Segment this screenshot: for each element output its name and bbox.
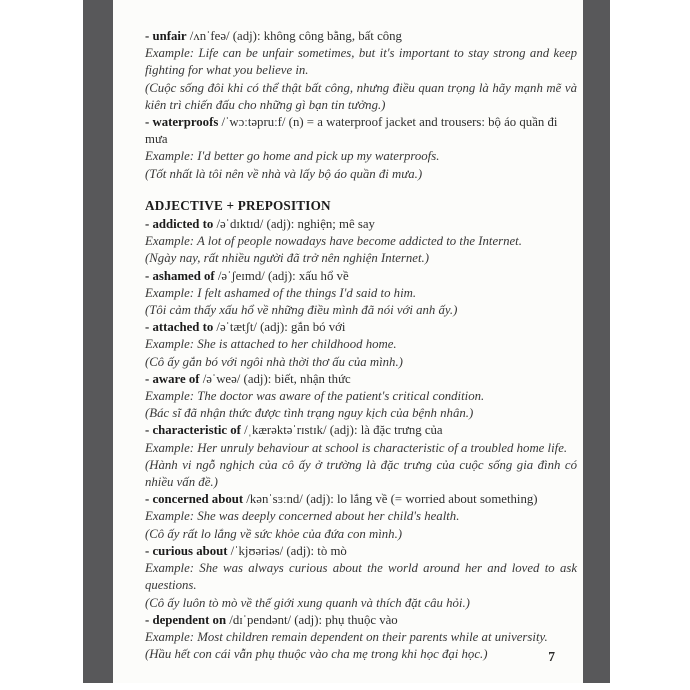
entry-details: /dɪˈpendənt/ (adj): phụ thuộc vào bbox=[226, 612, 398, 627]
entry-details: /kənˈsɜːnd/ (adj): lo lắng về (= worried about something) bbox=[243, 492, 538, 507]
page-number: 7 bbox=[548, 649, 555, 664]
entry-term: - aware of bbox=[145, 371, 200, 386]
entry-translation: (Ngày nay, rất nhiều người đã trở nên nghiện Internet.) bbox=[145, 251, 429, 266]
entry-term: - unfair bbox=[145, 29, 187, 43]
entry-headword-line bbox=[145, 371, 577, 388]
entry-translation: (Hành vi ngỗ nghịch của cô ấy ở trường là đặc trưng của cuộc sống gia đình có nhiều vấn đề.) bbox=[145, 457, 577, 490]
entry-example: Example: I felt ashamed of the things I'd said to him. bbox=[145, 285, 417, 300]
entry-example: Example: Her unruly behaviour at school is characteristic of a troubled home life. bbox=[145, 440, 568, 455]
entry-headword-line bbox=[145, 422, 577, 439]
vocab-entry-unfair bbox=[145, 28, 577, 114]
right-page-edge bbox=[583, 0, 610, 683]
entry-headword-line bbox=[145, 612, 577, 629]
entry-headword-line bbox=[145, 319, 577, 336]
entry-example: Example: A lot of people nowadays have become addicted to the Internet. bbox=[145, 234, 522, 249]
entry-translation: (Cô ấy rất lo lắng về sức khỏe của đứa con mình.) bbox=[145, 526, 403, 541]
entry-headword-line bbox=[145, 28, 577, 45]
entry-details: /ʌnˈfeə/ (adj): không công bằng, bất công bbox=[186, 29, 402, 43]
entry-example: Example: She is attached to her childhood home. bbox=[145, 337, 397, 352]
entry-details: /əˈʃeɪmd/ (adj): xấu hổ về bbox=[214, 268, 349, 283]
entry-example: Example: Most children remain dependent on their parents while at university. bbox=[145, 629, 548, 644]
entry-details: /əˈdɪktɪd/ (adj): nghiện; mê say bbox=[213, 217, 375, 232]
entry-translation: (Tôi cảm thấy xấu hổ về những điều mình đã nói với anh ấy.) bbox=[145, 303, 458, 318]
vocab-entry-curious-about bbox=[145, 543, 577, 612]
page-content bbox=[145, 28, 577, 663]
entry-term: - concerned about bbox=[145, 492, 244, 507]
vocab-entry-aware-of bbox=[145, 371, 577, 423]
entry-details: /ˌkærəktəˈrɪstɪk/ (adj): là đặc trưng của bbox=[240, 423, 443, 438]
entry-translation: (Hầu hết con cái vẫn phụ thuộc vào cha mẹ trong khi học đại học.) bbox=[145, 647, 488, 662]
entry-translation: (Cô ấy luôn tò mò về thế giới xung quanh và thích đặt câu hỏi.) bbox=[145, 595, 470, 610]
entry-example: Example: The doctor was aware of the patient's critical condition. bbox=[145, 389, 485, 404]
entry-term: - dependent on bbox=[145, 612, 227, 627]
vocab-entry-attached-to bbox=[145, 319, 577, 371]
entry-headword-line bbox=[145, 543, 577, 560]
entry-translation: (Tốt nhất là tôi nên về nhà và lấy bộ áo quần đi mưa.) bbox=[145, 166, 423, 181]
vocab-entry-waterproofs bbox=[145, 114, 577, 183]
entry-term: - addicted to bbox=[145, 217, 214, 232]
entry-translation: (Bác sĩ đã nhận thức được tình trạng nguy kịch của bệnh nhân.) bbox=[145, 406, 474, 421]
entry-details: /ˈwɔːtəpruːf/ (n) = a waterproof jacket and trousers: bộ áo quần đi mưa bbox=[145, 115, 558, 147]
entry-term: - curious about bbox=[145, 543, 228, 558]
entry-term: - attached to bbox=[145, 320, 214, 335]
entry-example: Example: She was deeply concerned about her child's health. bbox=[145, 509, 460, 524]
section-heading: ADJECTIVE + PREPOSITION bbox=[145, 197, 331, 213]
entry-translation: (Cuộc sống đôi khi có thể thật bất công, nhưng điều quan trọng là hãy mạnh mẽ và kiên trì chiến đấu cho những gì bạn tin tưởng.) bbox=[145, 80, 577, 112]
vocab-entry-dependent-on bbox=[145, 612, 577, 664]
entry-headword-line bbox=[145, 114, 577, 148]
vocab-entry-ashamed-of bbox=[145, 268, 577, 320]
entry-translation: (Cô ấy gắn bó với ngôi nhà thời thơ ấu của mình.) bbox=[145, 354, 403, 369]
vocab-entry-characteristic-of bbox=[145, 422, 577, 491]
vocab-entry-concerned-about bbox=[145, 491, 577, 543]
entry-term: - characteristic of bbox=[145, 423, 241, 438]
document-page bbox=[113, 0, 583, 683]
entry-example: Example: She was always curious about the world around her and loved to ask questions. bbox=[145, 561, 577, 593]
entry-headword-line bbox=[145, 216, 577, 233]
entry-details: /əˈweə/ (adj): biết, nhận thức bbox=[199, 371, 351, 386]
vocab-entry-addicted-to bbox=[145, 216, 577, 268]
entry-details: /ˈkjʊəriəs/ (adj): tò mò bbox=[227, 543, 347, 558]
entry-example: Example: Life can be unfair sometimes, but it's important to stay strong and keep fighting for what you believe in. bbox=[145, 46, 577, 78]
entry-headword-line bbox=[145, 491, 577, 508]
entry-example: Example: I'd better go home and pick up my waterproofs. bbox=[145, 149, 440, 164]
entry-term: - waterproofs bbox=[145, 115, 219, 130]
entry-term: - ashamed of bbox=[145, 268, 215, 283]
entry-details: /əˈtætʃt/ (adj): gắn bó với bbox=[213, 320, 346, 335]
left-page-edge bbox=[83, 0, 113, 683]
entry-headword-line bbox=[145, 268, 577, 285]
